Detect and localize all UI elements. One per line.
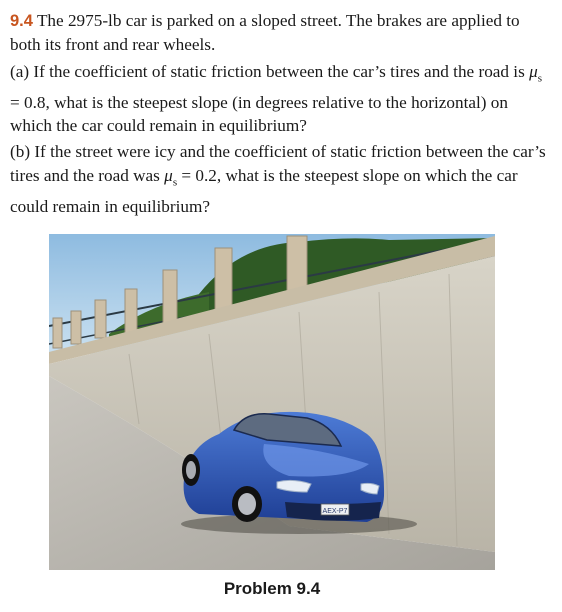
part-b-before: (b) If the street were icy and the coefficient of static friction between the car’s tires and the road was <box>10 142 546 185</box>
part-a <box>10 60 550 138</box>
problem-intro-text: The 2975-lb car is parked on a sloped street. The brakes are applied to both its front and rear wheels. <box>10 11 520 55</box>
part-a-after: = 0.8, what is the steepest slope (in degrees relative to the horizontal) on which the car could remain in equilibrium? <box>10 92 508 136</box>
mu-symbol-a: $\mu_s$ <box>529 61 542 85</box>
car-photo-illustration <box>49 234 495 570</box>
figure-caption: Problem 9.4 <box>223 579 321 598</box>
car-photo <box>49 234 495 570</box>
part-a-before: (a) If the coefficient of static friction between the car’s tires and the road is <box>10 61 525 81</box>
problem-text <box>10 9 550 218</box>
problem-number: 9.4 <box>10 12 33 30</box>
part-b <box>10 140 550 218</box>
license-plate: AEX-P7 <box>322 508 348 515</box>
problem-intro <box>10 9 550 57</box>
mu-symbol-b: $\mu_s$ <box>164 165 178 189</box>
part-b-after: = 0.2, what is the steepest slope on which the car could remain in equilibrium? <box>10 165 518 216</box>
